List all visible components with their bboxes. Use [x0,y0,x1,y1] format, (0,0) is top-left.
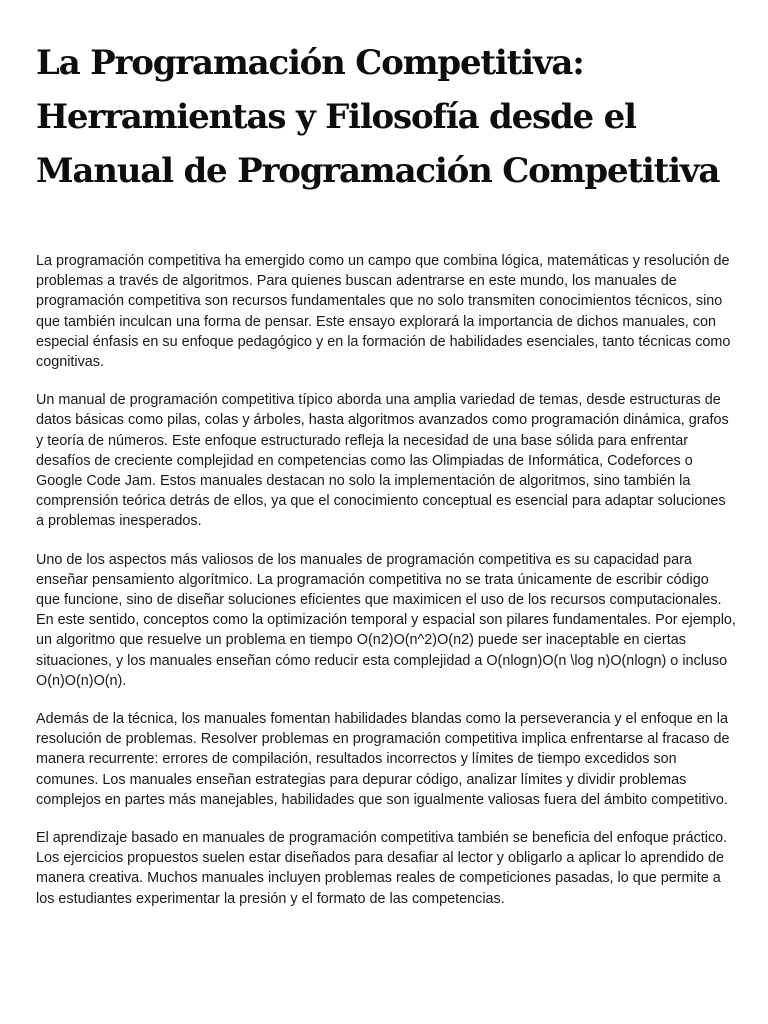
paragraph-2: Un manual de programación competitiva típico aborda una amplia variedad de temas, desde estructuras de datos básicas como pilas, colas y árboles, hasta algoritmos avanzados como programación dinámica, grafos y teoría de números. Este enfoque estructurado refleja la necesidad de una base sólida para enfrentar desafíos de creciente complejidad en competencias como las Olimpiadas de Informática, Codeforces o Google Code Jam. Estos manuales destacan no solo la implementación de algoritmos, sino también la comprensión teórica detrás de ellos, ya que el conocimiento conceptual es esencial para adaptar soluciones a problemas inesperados. [36,392,729,530]
document-title: La Programación Competitiva: Herramientas y Filosofía desde el Manual de Programación Competitiva [36,43,720,191]
paragraph-4: Además de la técnica, los manuales fomentan habilidades blandas como la perseverancia y el enfoque en la resolución de problemas. Resolver problemas en programación competitiva implica enfrentarse al fracaso de manera recurrente: errores de compilación, resultados incorrectos y límites de tiempo excedidos son comunes. Los manuales enseñan estrategias para depurar código, analizar límites y dividir problemas complejos en partes más manejables, habilidades que son igualmente valiosas fuera del ámbito competitivo. [36,711,730,808]
document-body [36,251,736,909]
paragraph-5: El aprendizaje basado en manuales de programación competitiva también se beneficia del enfoque práctico. Los ejercicios propuestos suelen estar diseñados para desafiar al lector y obligarlo a aplicar lo aprendido de manera creativa. Muchos manuales incluyen problemas reales de competiciones pasadas, lo que permite a los estudiantes experimentar la presión y el formato de las competencias. [36,830,728,907]
paragraph-1: La programación competitiva ha emergido como un campo que combina lógica, matemáticas y resolución de problemas a través de algoritmos. Para quienes buscan adentrarse en este mundo, los manuales de programación competitiva son recursos fundamentales que no solo transmiten conocimientos técnicos, sino que también inculcan una forma de pensar. Este ensayo explorará la importancia de dichos manuales, con especial énfasis en su enfoque pedagógico y en la formación de habilidades esenciales, tanto técnicas como cognitivas. [36,253,731,371]
paragraph-3: Uno de los aspectos más valiosos de los manuales de programación competitiva es su capacidad para enseñar pensamiento algorítmico. La programación competitiva no se trata únicamente de escribir código que funcione, sino de diseñar soluciones eficientes que maximicen el uso de los recursos computacionales. En este sentido, conceptos como la optimización temporal y espacial son pilares fundamentales. Por ejemplo, un algoritmo que resuelve un problema en tiempo O(n2)O(n^2)O(n2) puede ser inaceptable en ciertas situaciones, y los manuales enseñan cómo reducir esta complejidad a O(nlogn)O(n \log n)O(nlogn) o incluso O(n)O(n)O(n). [36,551,736,689]
